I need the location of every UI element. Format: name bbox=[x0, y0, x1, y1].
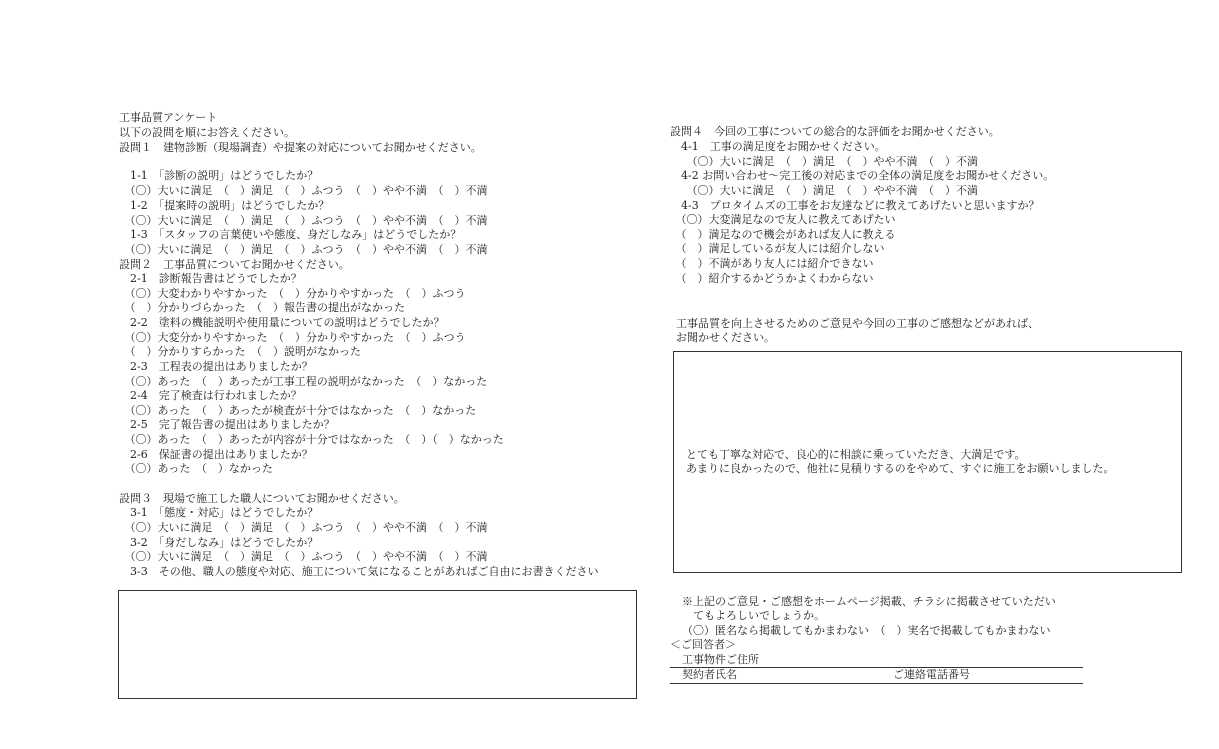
question-1-2: 1-2 「提案時の説明」はどうでしたか？ bbox=[119, 199, 330, 212]
question-2-5: 2-5 完了報告書の提出はありましたか？ bbox=[119, 418, 335, 431]
question-3-3: 3-3 その他、職人の態度や対応、施工について気になることがあればご自由にお書きください bbox=[119, 565, 599, 578]
name-label: 契約者氏名 bbox=[682, 668, 737, 681]
question-4-3: 4-3 プロタイムズの工事をお友達などに教えてあげたいと思いますか？ bbox=[670, 199, 1040, 212]
answer-2-2a: （〇）大変分かりやすかった （ ）分かりやすかった （ ）ふつう bbox=[119, 331, 466, 344]
question-4-2: 4-2 お問い合わせ～完工後の対応までの全体の満足度をお聞かせください。 bbox=[670, 169, 1055, 182]
answer-4-3-opt2: （ ）満足なので機会があれば友人に教える bbox=[670, 228, 896, 241]
answer-4-2: （〇）大いに満足 （ ）満足 （ ）やや不満 （ ）不満 bbox=[670, 184, 978, 197]
overall-comment-box[interactable] bbox=[673, 351, 1182, 573]
survey-title: 工事品質アンケート bbox=[119, 111, 218, 124]
question-1-3: 1-3 「スタッフの言葉使いや態度、身だしなみ」はどうでしたか？ bbox=[119, 228, 462, 241]
answer-2-2b: （ ）分かりすらかった （ ）説明がなかった bbox=[119, 345, 361, 358]
publish-question-2: てもよろしいでしょうか。 bbox=[682, 609, 825, 622]
answer-3-1: （〇）大いに満足 （ ）満足 （ ）ふつう （ ）やや不満 （ ）不満 bbox=[119, 521, 488, 534]
answer-1-3: （〇）大いに満足 （ ）満足 （ ）ふつう （ ）やや不満 （ ）不満 bbox=[119, 243, 488, 256]
answer-2-1b: （ ）分かりづらかった （ ）報告書の提出がなかった bbox=[119, 301, 405, 314]
answer-2-1a: （〇）大変わかりやすかった （ ）分かりやすかった （ ）ふつう bbox=[119, 287, 466, 300]
answer-4-3-opt3: （ ）満足しているが友人には紹介しない bbox=[670, 242, 885, 255]
question-1-1: 1-1 「診断の説明」はどうでしたか？ bbox=[119, 169, 319, 182]
comment-text-1: とても丁寧な対応で、良心的に相談に乗っていただき、大満足です。 bbox=[686, 448, 1026, 461]
question-3-heading: 設問３ 現場で施工した職人についてお聞かせください。 bbox=[119, 492, 405, 505]
comment-text-2: あまりに良かったので、他社に見積りするのをやめて、すぐに施工をお願いしました。 bbox=[686, 462, 1115, 475]
instructions: 以下の設問を順にお答えください。 bbox=[119, 126, 295, 139]
answer-2-3: （〇）あった （ ）あったが工事工程の説明がなかった （ ）なかった bbox=[119, 375, 488, 388]
answer-1-2: （〇）大いに満足 （ ）満足 （ ）ふつう （ ）やや不満 （ ）不満 bbox=[119, 214, 488, 227]
answer-3-2: （〇）大いに満足 （ ）満足 （ ）ふつう （ ）やや不満 （ ）不満 bbox=[119, 550, 488, 563]
craftsman-comment-box[interactable] bbox=[118, 590, 637, 699]
comment-prompt-2: お聞かせください。 bbox=[676, 331, 775, 344]
address-label: 工事物件ご住所 bbox=[682, 653, 759, 666]
question-1-heading: 設問１ 建物診断（現場調査）や提案の対応についてお聞かせください。 bbox=[119, 141, 482, 154]
publish-answer: （〇）匿名なら掲載してもかまわない （ ）実名で掲載してもかまわない bbox=[682, 624, 1051, 637]
question-4-heading: 設問４ 今回の工事についての総合的な評価をお聞かせください。 bbox=[670, 125, 1000, 138]
answer-2-4: （〇）あった （ ）あったが検査が十分ではなかった （ ）なかった bbox=[119, 404, 477, 417]
phone-label: ご連絡電話番号 bbox=[893, 668, 970, 681]
name-line bbox=[670, 683, 1083, 684]
respondent-title: ＜ご回答者＞ bbox=[670, 638, 736, 651]
question-2-3: 2-3 工程表の提出はありましたか？ bbox=[119, 360, 313, 373]
answer-4-1: （〇）大いに満足 （ ）満足 （ ）やや不満 （ ）不満 bbox=[670, 155, 978, 168]
question-2-2: 2-2 塗料の機能説明や使用量についての説明はどうでしたか？ bbox=[119, 316, 445, 329]
question-3-1: 3-1 「態度・対応」はどうでしたか？ bbox=[119, 506, 319, 519]
answer-4-3-opt1: （〇）大変満足なので友人に教えてあげたい bbox=[670, 213, 896, 226]
answer-2-6: （〇）あった （ ）なかった bbox=[119, 462, 273, 475]
question-2-heading: 設問２ 工事品質についてお聞かせください。 bbox=[119, 258, 350, 271]
question-2-1: 2-1 診断報告書はどうでしたか？ bbox=[119, 272, 302, 285]
question-2-6: 2-6 保証書の提出はありましたか？ bbox=[119, 448, 313, 461]
publish-question-1: ※上記のご意見・ご感想をホームページ掲載、チラシに掲載させていただい bbox=[682, 595, 1056, 608]
question-2-4: 2-4 完了検査は行われましたか？ bbox=[119, 389, 302, 402]
question-4-1: 4-1 工事の満足度をお聞かせください。 bbox=[670, 140, 886, 153]
answer-2-5: （〇）あった （ ）あったが内容が十分ではなかった （ ）（ ）なかった bbox=[119, 433, 504, 446]
answer-4-3-opt5: （ ）紹介するかどうかよくわからない bbox=[670, 272, 874, 285]
comment-prompt-1: 工事品質を向上させるためのご意見や今回の工事のご感想などがあれば、 bbox=[676, 317, 1039, 330]
answer-1-1: （〇）大いに満足 （ ）満足 （ ）ふつう （ ）やや不満 （ ）不満 bbox=[119, 184, 488, 197]
question-3-2: 3-2 「身だしなみ」はどうでしたか？ bbox=[119, 536, 319, 549]
answer-4-3-opt4: （ ）不満があり友人には紹介できない bbox=[670, 257, 874, 270]
